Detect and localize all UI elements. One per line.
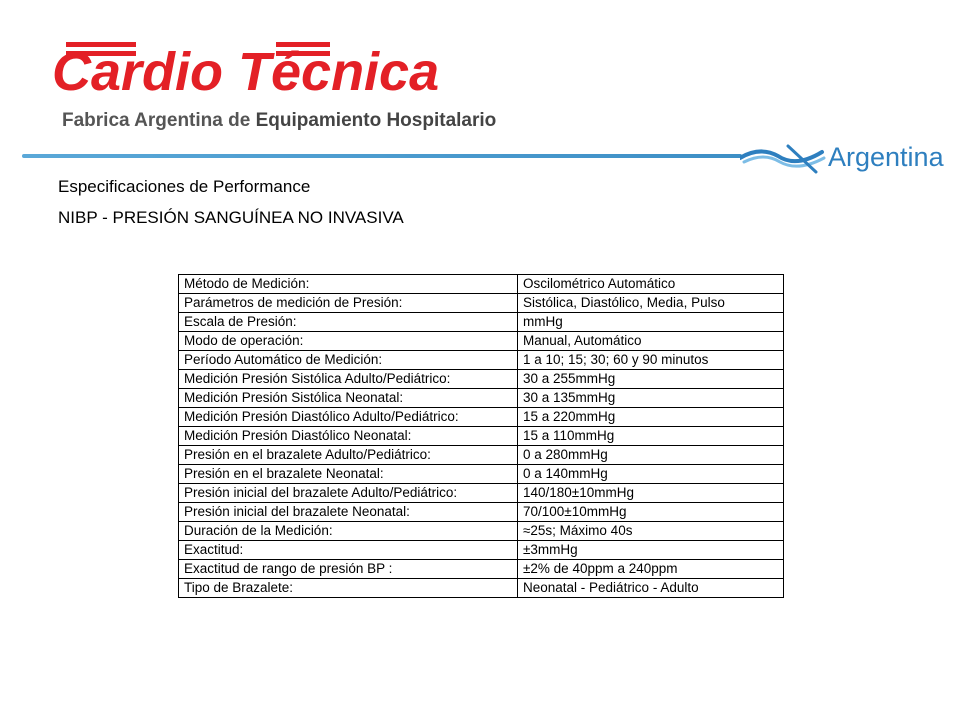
spec-value: 70/100±10mmHg — [518, 503, 784, 522]
spec-label: Presión en el brazalete Adulto/Pediátrico: — [179, 446, 518, 465]
spec-label: Presión en el brazalete Neonatal: — [179, 465, 518, 484]
cardio-tecnica-logo — [52, 38, 542, 138]
argentina-brand-waves-icon — [740, 138, 830, 178]
spec-value: 1 a 10; 15; 30; 60 y 90 minutos — [518, 351, 784, 370]
argentina-label: Argentina — [828, 142, 944, 172]
spec-label: Medición Presión Diastólico Adulto/Pediátrico: — [179, 408, 518, 427]
spec-value: Manual, Automático — [518, 332, 784, 351]
table-row — [179, 389, 784, 408]
logo-tagline — [62, 110, 496, 132]
nibp-spec-table — [178, 274, 784, 598]
table-row — [179, 294, 784, 313]
page-subtitle: NIBP - PRESIÓN SANGUÍNEA NO INVASIVA — [58, 208, 404, 227]
table-row — [179, 541, 784, 560]
table-row — [179, 579, 784, 598]
spec-value: ±3mmHg — [518, 541, 784, 560]
table-row — [179, 503, 784, 522]
header-divider — [22, 154, 742, 158]
table-row — [179, 275, 784, 294]
spec-label: Exactitud de rango de presión BP : — [179, 560, 518, 579]
spec-value: ±2% de 40ppm a 240ppm — [518, 560, 784, 579]
spec-value: Neonatal - Pediátrico - Adulto — [518, 579, 784, 598]
spec-label: Parámetros de medición de Presión: — [179, 294, 518, 313]
spec-value: 0 a 280mmHg — [518, 446, 784, 465]
spec-value: mmHg — [518, 313, 784, 332]
spec-label: Tipo de Brazalete: — [179, 579, 518, 598]
spec-value: 140/180±10mmHg — [518, 484, 784, 503]
spec-label: Escala de Presión: — [179, 313, 518, 332]
logo-tagline-bold: Equipamiento Hospitalario — [255, 110, 497, 131]
logo-tagline-prefix: Fabrica Argentina de — [62, 110, 256, 131]
table-row — [179, 560, 784, 579]
table-row — [179, 484, 784, 503]
table-row — [179, 446, 784, 465]
spec-label: Exactitud: — [179, 541, 518, 560]
table-row — [179, 313, 784, 332]
spec-label: Duración de la Medición: — [179, 522, 518, 541]
spec-label: Medición Presión Diastólico Neonatal: — [179, 427, 518, 446]
spec-label: Método de Medición: — [179, 275, 518, 294]
spec-label: Presión inicial del brazalete Adulto/Pediátrico: — [179, 484, 518, 503]
spec-value: 30 a 135mmHg — [518, 389, 784, 408]
spec-label: Modo de operación: — [179, 332, 518, 351]
spec-label: Medición Presión Sistólica Neonatal: — [179, 389, 518, 408]
table-row — [179, 332, 784, 351]
page-title: Especificaciones de Performance — [58, 177, 311, 196]
spec-value: Oscilométrico Automático — [518, 275, 784, 294]
spec-label: Período Automático de Medición: — [179, 351, 518, 370]
spec-value: ≈25s; Máximo 40s — [518, 522, 784, 541]
spec-value: 15 a 110mmHg — [518, 427, 784, 446]
table-row — [179, 351, 784, 370]
table-row — [179, 465, 784, 484]
spec-value: Sistólica, Diastólico, Media, Pulso — [518, 294, 784, 313]
table-row — [179, 370, 784, 389]
table-row — [179, 522, 784, 541]
spec-value: 0 a 140mmHg — [518, 465, 784, 484]
spec-label: Medición Presión Sistólica Adulto/Pediátrico: — [179, 370, 518, 389]
spec-value: 30 a 255mmHg — [518, 370, 784, 389]
logo-brand-name: Cardio Técnica — [52, 42, 440, 102]
table-row — [179, 408, 784, 427]
spec-label: Presión inicial del brazalete Neonatal: — [179, 503, 518, 522]
spec-value: 15 a 220mmHg — [518, 408, 784, 427]
table-row — [179, 427, 784, 446]
